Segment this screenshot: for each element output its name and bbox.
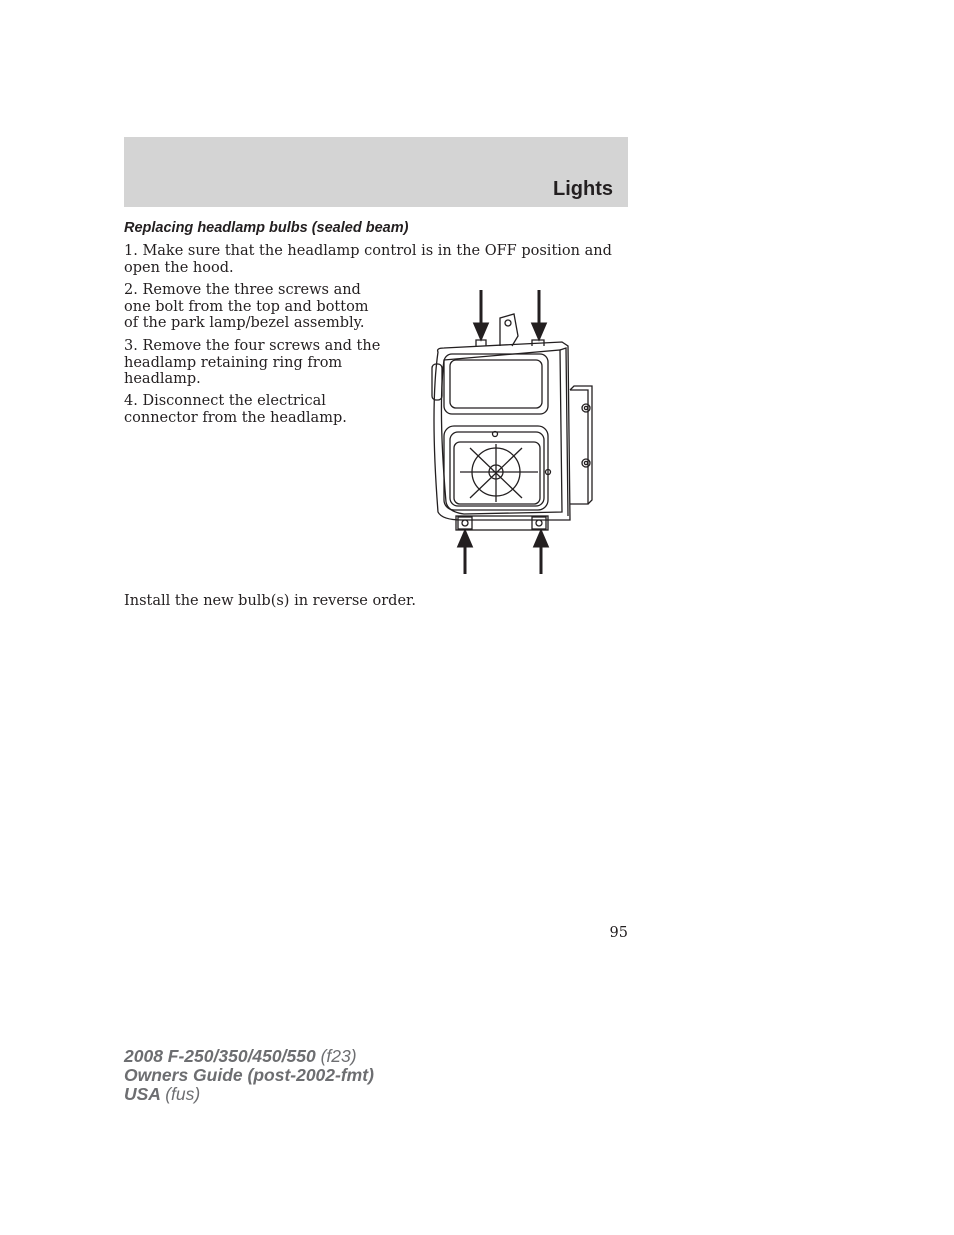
- top-bracket: [500, 314, 518, 346]
- section-header-band: [124, 137, 628, 207]
- arrow-top-right-head: [533, 324, 545, 338]
- headlamp-lens: [454, 442, 540, 504]
- headlamp-assembly-illustration: [420, 288, 610, 578]
- side-marker: [432, 364, 442, 400]
- bottom-strip: [456, 516, 548, 530]
- procedure-heading: Replacing headlamp bulbs (sealed beam): [124, 220, 409, 236]
- section-title: Lights: [553, 178, 613, 200]
- bracket-hole: [505, 320, 511, 326]
- side-screw-top: [582, 404, 590, 412]
- arrow-bottom-right-head: [535, 532, 547, 546]
- step-2: 2. Remove the three screws and one bolt from the top and bottom of the park lamp/bezel assembly.: [124, 282, 369, 331]
- closing-instruction: Install the new bulb(s) in reverse order.: [124, 593, 416, 609]
- step-1: 1. Make sure that the headlamp control is in the OFF position and open the hood.: [124, 243, 612, 276]
- footer-model: 2008 F-250/350/450/550: [124, 1046, 316, 1066]
- park-lamp-outer: [444, 354, 548, 414]
- park-lamp-lens: [450, 360, 542, 408]
- step-3: 3. Remove the four screws and the headlamp retaining ring from headlamp.: [124, 338, 381, 387]
- page-number: 95: [609, 925, 628, 941]
- footer-line-3: [124, 1085, 374, 1104]
- arrow-bottom-left-head: [459, 532, 471, 546]
- side-screw-bottom: [582, 459, 590, 467]
- footer-line-2: Owners Guide (post-2002-fmt): [124, 1065, 374, 1085]
- footer-market: USA: [124, 1084, 161, 1104]
- headlamp-ring: [450, 432, 544, 506]
- footer-line-1: [124, 1047, 374, 1066]
- step-4: 4. Disconnect the electrical connector from the headlamp.: [124, 393, 347, 426]
- document-footer: [124, 1047, 374, 1104]
- arrow-top-left-head: [475, 324, 487, 338]
- footer-model-code: (f23): [320, 1046, 357, 1066]
- bottom-screw-right-box: [532, 517, 546, 529]
- footer-market-code: (fus): [165, 1084, 201, 1104]
- bottom-screw-left-box: [458, 517, 472, 529]
